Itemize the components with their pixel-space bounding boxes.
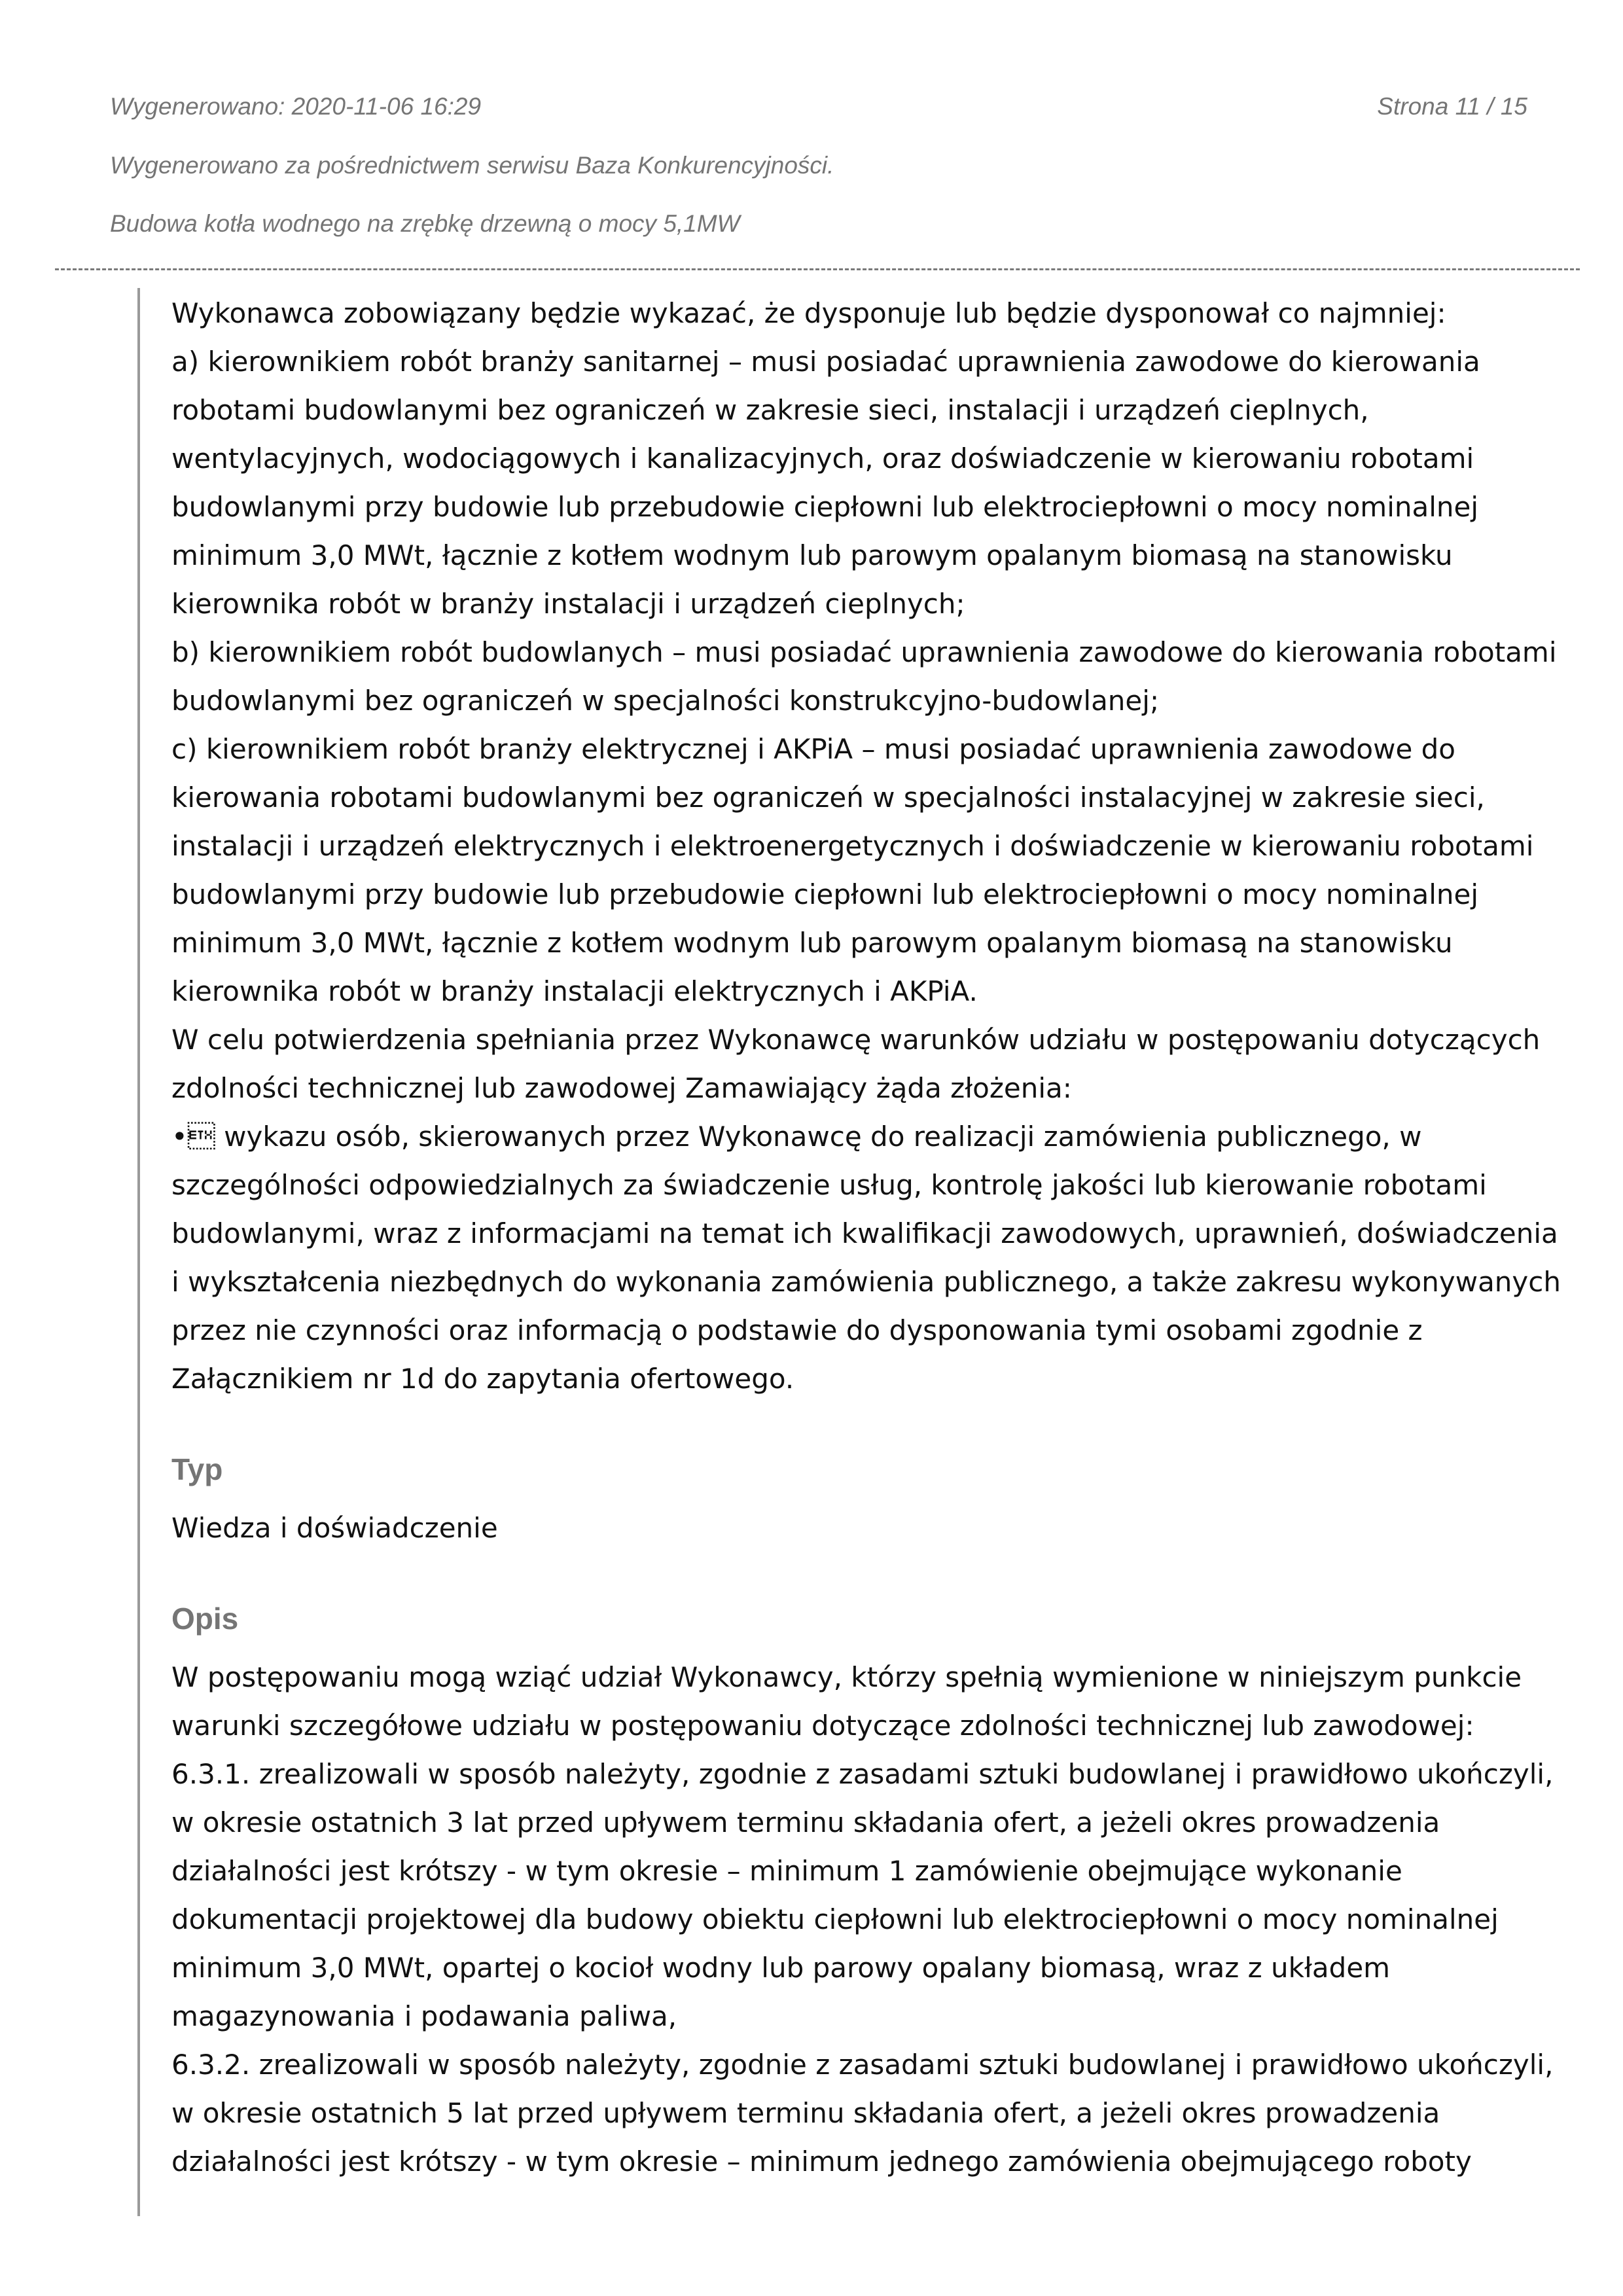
content-block (137, 288, 1561, 2216)
requirements-paragraph (171, 289, 1561, 1403)
text-line: 6.3.1. zrealizowali w sposób należyty, zgodnie z zasadami sztuki budowlanej i prawidłowo ukończyli, (171, 1758, 1554, 1790)
text-line: dokumentacji projektowej dla budowy obiektu ciepłowni lub elektrociepłowni o mocy nominalnej (171, 1903, 1499, 1935)
page-number: Strona 11 / 15 (1377, 93, 1527, 120)
text-line: kierownika robót w branży instalacji elektrycznych i AKPiA. (171, 975, 978, 1007)
text-line: minimum 3,0 MWt, opartej o kocioł wodny lub parowy opalany biomasą, wraz z układem (171, 1952, 1391, 1984)
content-inner (140, 288, 1561, 2186)
generated-timestamp: Wygenerowano: 2020-11-06 16:29 (110, 93, 482, 120)
text-line: działalności jest krótszy - w tym okresie – minimum jednego zamówienia obejmującego roboty (171, 2145, 1472, 2178)
text-line: instalacji i urządzeń elektrycznych i elektroenergetycznych i doświadczenie w kierowaniu robotami (171, 830, 1534, 862)
opis-paragraph (171, 1653, 1554, 2186)
text-line: a) kierownikiem robót branży sanitarnej – musi posiadać uprawnienia zawodowe do kierowania (171, 346, 1480, 378)
text-line: w okresie ostatnich 5 lat przed upływem terminu składania ofert, a jeżeli okres prowadzenia (171, 2097, 1440, 2129)
text-line: warunki szczegółowe udziału w postępowaniu dotyczące zdolności technicznej lub zawodowej: (171, 1710, 1474, 1742)
typ-label: Typ (171, 1452, 223, 1486)
text-line: budowlanymi bez ograniczeń w specjalności konstrukcyjno-budowlanej; (171, 685, 1160, 717)
text-line: działalności jest krótszy - w tym okresie – minimum 1 zamówienie obejmujące wykonanie (171, 1855, 1402, 1887)
text-line: W postępowaniu mogą wziąć udział Wykonawcy, którzy spełnią wymienione w niniejszym punkcie (171, 1661, 1522, 1693)
text-line: • wykazu osób, skierowanych przez Wykonawcę do realizacji zamówienia publicznego, w (171, 1121, 1422, 1153)
text-line: W celu potwierdzenia spełniania przez Wykonawcę warunków udziału w postępowaniu dotyczących (171, 1024, 1541, 1056)
text-line: i wykształcenia niezbędnych do wykonania zamówienia publicznego, a także zakresu wykonywanych (171, 1266, 1561, 1298)
service-note: Wygenerowano za pośrednictwem serwisu Baza Konkurencyjności. (110, 152, 834, 179)
text-line: b) kierownikiem robót budowlanych – musi posiadać uprawnienia zawodowe do kierowania robotami (171, 636, 1557, 668)
text-line: wentylacyjnych, wodociągowych i kanalizacyjnych, oraz doświadczenie w kierowaniu robotami (171, 442, 1474, 475)
text-line: kierownika robót w branży instalacji i urządzeń cieplnych; (171, 588, 965, 620)
text-line: robotami budowlanymi bez ograniczeń w zakresie sieci, instalacji i urządzeń cieplnych, (171, 394, 1369, 426)
text-line: budowlanymi, wraz z informacjami na temat ich kwalifikacji zawodowych, uprawnień, doświadczenia (171, 1217, 1558, 1249)
text-line: 6.3.2. zrealizowali w sposób należyty, zgodnie z zasadami sztuki budowlanej i prawidłowo ukończyli, (171, 2049, 1554, 2081)
text-line: zdolności technicznej lub zawodowej Zamawiający żąda złożenia: (171, 1072, 1072, 1104)
text-line: budowlanymi przy budowie lub przebudowie ciepłowni lub elektrociepłowni o mocy nominalnej (171, 491, 1479, 523)
text-line: Wykonawca zobowiązany będzie wykazać, że dysponuje lub będzie dysponował co najmniej: (171, 297, 1446, 329)
text-line: minimum 3,0 MWt, łącznie z kotłem wodnym lub parowym opalanym biomasą na stanowisku (171, 927, 1453, 959)
header-divider (55, 268, 1580, 270)
text-line: kierowania robotami budowlanymi bez ograniczeń w specjalności instalacyjnej w zakresie sieci, (171, 781, 1485, 814)
text-line: minimum 3,0 MWt, łącznie z kotłem wodnym lub parowym opalanym biomasą na stanowisku (171, 539, 1453, 571)
text-line: c) kierownikiem robót branży elektrycznej i AKPiA – musi posiadać uprawnienia zawodowe do (171, 733, 1456, 765)
text-line: Załącznikiem nr 1d do zapytania ofertowego. (171, 1363, 794, 1395)
text-line: w okresie ostatnich 3 lat przed upływem terminu składania ofert, a jeżeli okres prowadzenia (171, 1806, 1440, 1839)
document-title: Budowa kotła wodnego na zrębkę drzewną o mocy 5,1MW (110, 210, 740, 237)
text-line: magazynowania i podawania paliwa, (171, 2000, 677, 2032)
typ-value: Wiedza i doświadczenie (171, 1512, 498, 1544)
opis-label: Opis (171, 1602, 239, 1636)
text-line: szczególności odpowiedzialnych za świadczenie usług, kontrolę jakości lub kierowanie robotami (171, 1169, 1487, 1201)
text-line: przez nie czynności oraz informacją o podstawie do dysponowania tymi osobami zgodnie z (171, 1314, 1423, 1346)
text-line: budowlanymi przy budowie lub przebudowie ciepłowni lub elektrociepłowni o mocy nominalnej (171, 878, 1479, 910)
